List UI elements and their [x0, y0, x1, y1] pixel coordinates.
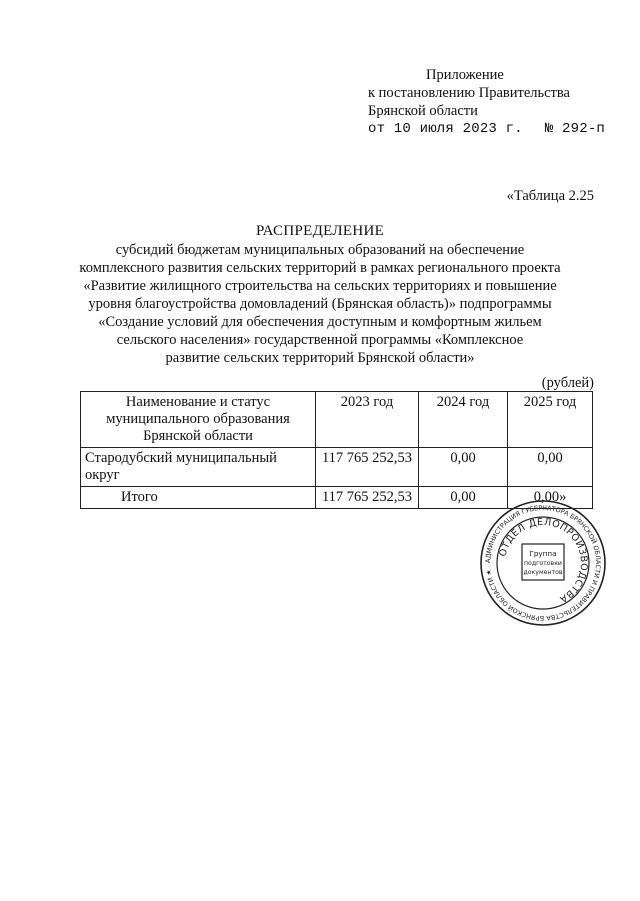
table-row [81, 448, 593, 487]
cell-total-2024: 0,00 [419, 487, 508, 509]
office-stamp [478, 498, 608, 628]
header-2024: 2024 год [419, 392, 508, 448]
document-heading [60, 222, 580, 367]
heading-line: «Развитие жилищного строительства на сельских территориях и повышение [83, 278, 557, 294]
header-2023: 2023 год [316, 392, 419, 448]
appendix-date: от 10 июля 2023 г. [368, 121, 523, 137]
stamp-department-text: ОТДЕЛ ДЕЛОПРОИЗВОДСТВА [497, 516, 590, 605]
stamp-box-line: Группа [529, 549, 557, 558]
cell-total-2023: 117 765 252,53 [316, 487, 419, 509]
appendix-line-region: Брянской области [368, 103, 478, 119]
stamp-box-line: подготовки [524, 560, 562, 567]
heading-line: субсидий бюджетам муниципальных образований на обеспечение [115, 242, 525, 258]
appendix-date-line [368, 120, 605, 138]
stamp-ring-text: АДМИНИСТРАЦИЯ ГУБЕРНАТОРА БРЯНСКОЙ ОБЛАСТИ И ПРАВИТЕЛЬСТВА БРЯНСКОЙ ОБЛАСТИ ★ [483, 503, 603, 623]
cell-2023: 117 765 252,53 [316, 448, 419, 487]
table-header-row [81, 392, 593, 448]
units-label: (рублей) [541, 375, 594, 391]
table-reference: «Таблица 2.25 [506, 188, 594, 204]
distribution-table [80, 391, 593, 509]
heading-line: комплексного развития сельских территорий в рамках регионального проекта [79, 260, 561, 276]
appendix-block [368, 66, 605, 138]
appendix-title: Приложение [426, 67, 504, 83]
cell-2025: 0,00 [508, 448, 593, 487]
cell-total-2025: 0,00» [508, 487, 593, 509]
appendix-line-resolution: к постановлению Правительства [368, 85, 570, 101]
heading-title: РАСПРЕДЕЛЕНИЕ [255, 223, 385, 239]
header-2025: 2025 год [508, 392, 593, 448]
heading-line: «Создание условий для обеспечения доступным и комфортным жильем [98, 314, 542, 330]
appendix-number: № 292-п [544, 121, 606, 137]
stamp-box-line: документов [523, 569, 563, 576]
heading-line: сельского населения» государственной программы «Комплексное [116, 332, 524, 348]
header-municipality: Наименование и статус муниципального образования Брянской области [81, 392, 316, 448]
cell-municipality: Стародубский муниципальный округ [81, 448, 316, 487]
heading-line: развитие сельских территорий Брянской области» [165, 350, 475, 366]
cell-total-label: Итого [81, 487, 316, 509]
heading-line: уровня благоустройства домовладений (Брянская область)» подпрограммы [88, 296, 552, 312]
cell-2024: 0,00 [419, 448, 508, 487]
